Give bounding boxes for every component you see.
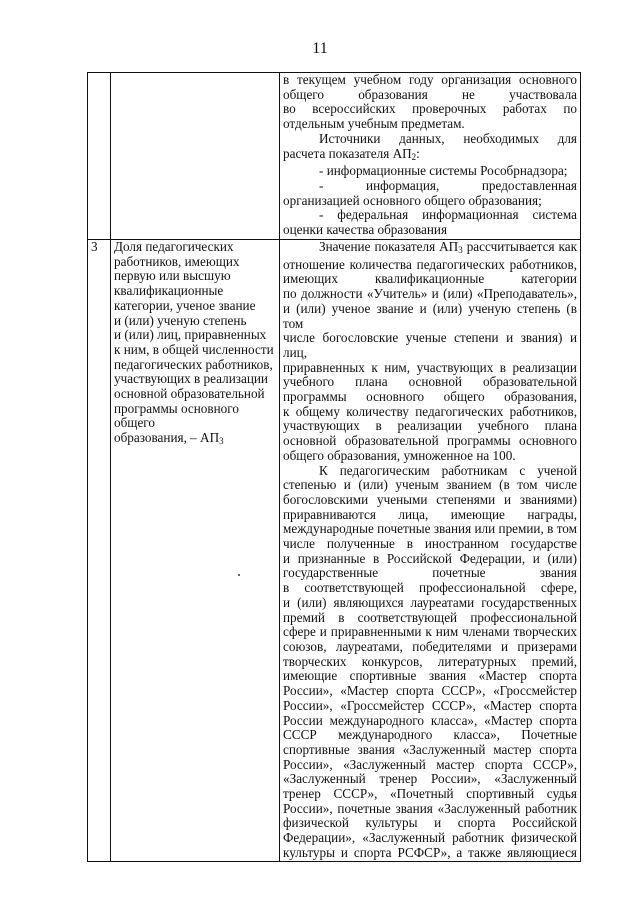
description-line: Источники данных, необходимых для bbox=[319, 130, 577, 146]
description-line: в соответствующей профессиональной сфере, bbox=[283, 580, 577, 596]
indicator-name-line: Доля педагогических bbox=[114, 239, 234, 254]
description-line: по должности «Учитель» и (или) «Преподаватель», bbox=[283, 286, 577, 302]
description-line: к общему количеству педагогических работников, bbox=[283, 403, 577, 419]
table-row bbox=[88, 73, 581, 240]
indicator-description-cell bbox=[280, 73, 581, 240]
description-line: Федерации», «Заслуженный работник физической bbox=[283, 830, 577, 846]
description-line: союзов, лауреатами, победителями и призерами bbox=[283, 638, 577, 654]
description-line: тренер СССР», «Почетный спортивный судья bbox=[283, 786, 577, 802]
description-line: степенью и (или) ученым званием (в том числе bbox=[283, 477, 577, 493]
indicator-name-line: квалификационные bbox=[114, 283, 224, 299]
description-line: России», «Мастер спорта СССР», «Гроссмейстер bbox=[283, 683, 577, 699]
description-line: оценки качества образования bbox=[283, 222, 448, 238]
description-line: имеющие спортивные звания «Мастер спорта bbox=[283, 668, 577, 684]
description-line: СССР международного класса», Почетные bbox=[283, 727, 577, 743]
row-number-cell: 3 bbox=[88, 240, 111, 862]
description-line: культуры и спорта РСФСР», а также являющиеся bbox=[283, 844, 577, 860]
description-line: в текущем учебном году организация основного bbox=[283, 72, 577, 87]
description-line: отдельным учебным предметам. bbox=[283, 116, 465, 132]
indicator-name-line: педагогических работников, bbox=[114, 356, 273, 372]
description-line: богословскими учеными степенями и званиями) bbox=[283, 491, 577, 507]
description-line: России», «Заслуженный мастер спорта СССР», bbox=[283, 756, 577, 772]
indicator-name-line: первую или высшую bbox=[114, 268, 231, 284]
description-line: и (или) ученое звание и (или) ученую степень (в том bbox=[283, 300, 577, 331]
description-line: и (или) являющихся лауреатами государственных bbox=[283, 594, 577, 610]
description-line: расчета показателя $АП_2$: bbox=[283, 145, 420, 162]
description-line: творческих конкурсов, литературных премий, bbox=[283, 653, 577, 669]
scan-speck bbox=[238, 574, 240, 576]
description-line: учебного плана основной образовательной bbox=[283, 374, 577, 390]
description-line: приравниваются лица, имеющие награды, bbox=[283, 506, 577, 522]
description-line: «Заслуженный тренер России», «Заслуженный bbox=[283, 771, 577, 787]
indicator-name-line: образования, – $АП_3$ bbox=[114, 430, 224, 447]
description-line: отношение количества педагогических работников, bbox=[283, 256, 577, 272]
description-line: - информация, предоставленная bbox=[319, 177, 577, 193]
description-line: физической культуры и спорта Российской bbox=[283, 815, 577, 831]
indicator-name-line: основной образовательной bbox=[114, 386, 265, 402]
description-line: и признанные в Российской Федерации, и (или) bbox=[283, 550, 577, 566]
description-line: общего образования, умноженное на 100. bbox=[283, 447, 516, 463]
description-line: организацией основного общего образования; bbox=[283, 192, 542, 208]
page-number: 11 bbox=[312, 40, 328, 57]
description-line: премий в соответствующей профессиональной bbox=[283, 609, 577, 625]
description-line: - информационные системы Рособрнадзора; bbox=[319, 163, 568, 179]
description-line: участвующих в реализации учебного плана bbox=[283, 418, 577, 434]
indicator-name-line: работников, имеющих bbox=[114, 253, 240, 269]
description-line: России», «Гроссмейстер СССР», «Мастер спорта bbox=[283, 697, 577, 713]
description-line: России», почетные звания «Заслуженный работник bbox=[283, 800, 577, 816]
indicator-name-line: программы основного общего bbox=[114, 400, 239, 431]
description-line: России международного класса», «Мастер спорта bbox=[283, 712, 577, 728]
description-line: числе полученные в иностранном государстве bbox=[283, 536, 577, 552]
indicator-name-line: и (или) лиц, приравненных bbox=[114, 327, 267, 343]
description-line: числе богословские ученые степени и звания) и лиц, bbox=[283, 330, 577, 360]
description-line: имеющих квалификационные категории bbox=[283, 271, 577, 287]
indicator-name-line: участвующих в реализации bbox=[114, 371, 268, 387]
indicator-name-line: и (или) ученую степень bbox=[114, 312, 247, 328]
description-line: во всероссийских проверочных работах по bbox=[283, 101, 577, 117]
description-line: сфере и приравненными к ним членами творческих bbox=[283, 624, 577, 640]
table-row bbox=[88, 240, 581, 862]
description-line: основной образовательной программы основного bbox=[283, 433, 577, 449]
description-line: Значение показателя $АП_3$ рассчитывается как bbox=[319, 239, 577, 255]
indicator-name-cell bbox=[111, 73, 280, 240]
description-line: К педагогическим работникам с ученой bbox=[319, 462, 577, 478]
description-line: программы основного общего образования, bbox=[283, 389, 577, 405]
description-line: приравненных к ним, участвующих в реализации bbox=[283, 359, 577, 375]
description-line: государственные почетные звания bbox=[283, 565, 577, 581]
description-line: - федеральная информационная система bbox=[319, 207, 577, 223]
indicator-name-line: к ним, в общей численности bbox=[114, 341, 274, 357]
indicators-table bbox=[87, 72, 581, 862]
description-line: международные почетные звания или премии, в том bbox=[283, 521, 577, 537]
row-number-cell bbox=[88, 73, 111, 240]
indicator-name-line: категории, ученое звание bbox=[114, 297, 256, 313]
description-line: спортивные звания «Заслуженный мастер спорта bbox=[283, 741, 577, 757]
indicator-name-cell bbox=[111, 240, 280, 862]
description-line: общего образования не участвовала bbox=[283, 86, 577, 102]
indicator-description-cell bbox=[280, 240, 581, 862]
